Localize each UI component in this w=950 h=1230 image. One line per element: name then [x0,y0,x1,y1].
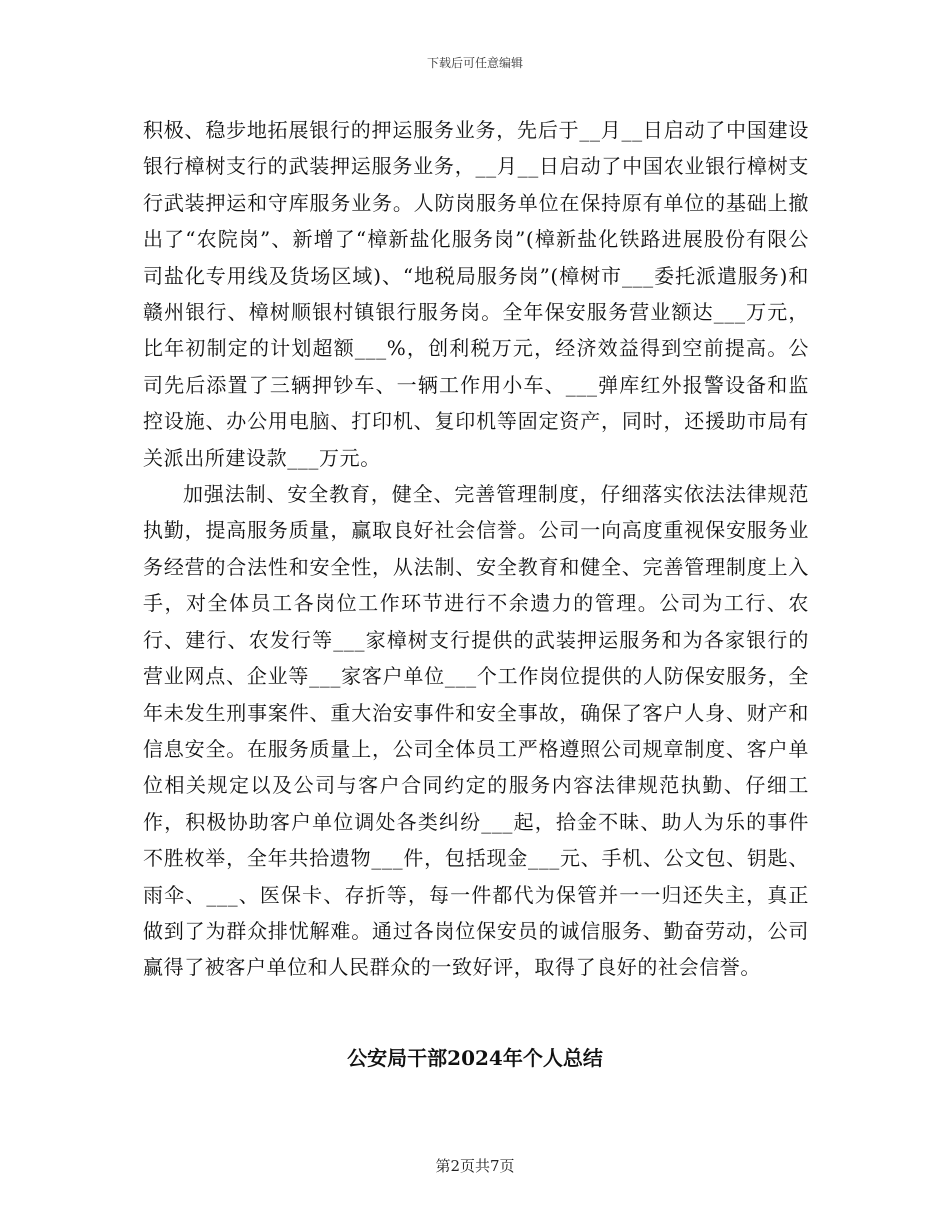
document-body [143,112,809,986]
paragraph-legal-safety-education: 加强法制、安全教育，健全、完善管理制度，仔细落实依法法律规范执勤，提高服务质量，赢取良好社会信誉。公司一向高度重视保安服务业务经营的合法性和安全性，从法制、安全教育和健全、完善管理制度上入手，对全体员工各岗位工作环节进行不余遗力的管理。公司为工行、农行、建行、农发行等___家樟树支行提供的武装押运服务和为各家银行的营业网点、企业等___家客户单位___个工作岗位提供的人防保安服务，全年未发生刑事案件、重大治安事件和安全事故，确保了客户人身、财产和信息安全。在服务质量上，公司全体员工严格遵照公司规章制度、客户单位相关规定以及公司与客户合同约定的服务内容法律规范执勤、仔细工作，积极协助客户单位调处各类纠纷___起，拾金不昧、助人为乐的事件不胜枚举，全年共拾遗物___件，包括现金___元、手机、公文包、钥匙、雨伞、___、医保卡、存折等，每一件都代为保管并一一归还失主，真正做到了为群众排忧解难。通过各岗位保安员的诚信服务、勤奋劳动，公司赢得了被客户单位和人民群众的一致好评，取得了良好的社会信誉。 [143,482,809,980]
page-header-note: 下载后可任意编辑 [426,56,523,70]
page-number-footer: 第2页共7页 [435,1157,515,1175]
section-title: 公安局干部2024年个人总结 [347,1046,603,1070]
paragraph-escort-business: 积极、稳步地拓展银行的押运服务业务，先后于__月__日启动了中国建设银行樟树支行的武装押运服务业务，__月__日启动了中国农业银行樟树支行武装押运和守库服务业务。人防岗服务单位在保持原有单位的基础上撤出了“农院岗”、新增了“樟新盐化服务岗”(樟新盐化铁路进展股份有限公司盐化专用线及货场区域)、“地税局服务岗”(樟树市___委托派遣服务)和赣州银行、樟树顺银村镇银行服务岗。全年保安服务营业额达___万元，比年初制定的计划超额___%，创利税万元，经济效益得到空前提高。公司先后添置了三辆押钞车、一辆工作用小车、___弹库红外报警设备和监控设施、办公用电脑、打印机、复印机等固定资产，同时，还援助市局有关派出所建设款___万元。 [143,118,809,470]
